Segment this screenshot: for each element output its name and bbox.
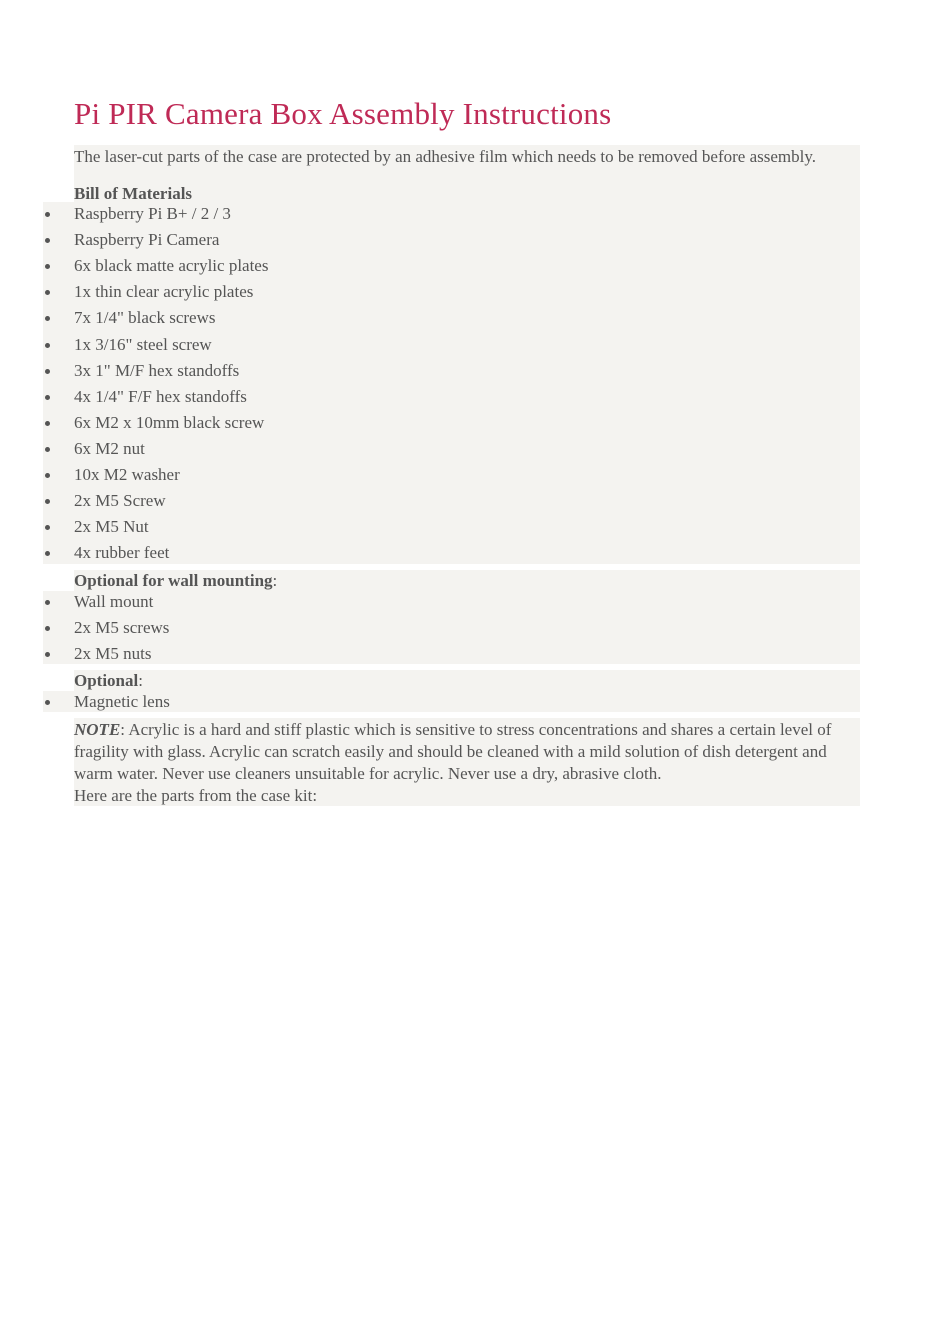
bullet-icon bbox=[45, 395, 50, 400]
bom-list-item: Raspberry Pi B+ / 2 / 3 bbox=[74, 204, 231, 223]
bullet-icon bbox=[45, 369, 50, 374]
bullet-icon bbox=[45, 600, 50, 605]
bom-list-item: 10x M2 washer bbox=[74, 465, 180, 484]
bom-list-item: 6x M2 nut bbox=[74, 438, 145, 458]
wall-list-item: 2x M5 nuts bbox=[74, 644, 152, 664]
bom-list-item: 4x rubber feet bbox=[74, 543, 170, 563]
optional-heading bbox=[74, 670, 143, 692]
optional-list-item: Magnetic lens bbox=[74, 692, 170, 711]
wall-list-item: Wall mount bbox=[74, 592, 154, 611]
note-label: NOTE bbox=[74, 720, 121, 739]
bom-list-item: 3x 1" M/F hex standoffs bbox=[74, 360, 240, 380]
bullet-icon bbox=[45, 212, 50, 217]
note-paragraph bbox=[74, 719, 854, 807]
wall-heading bbox=[74, 570, 277, 592]
optional-band bbox=[74, 670, 860, 712]
bom-list-item: 6x M2 x 10mm black screw bbox=[74, 412, 265, 432]
wall-heading-colon: : bbox=[272, 571, 278, 590]
bom-list-item: 1x 3/16" steel screw bbox=[74, 334, 212, 354]
bom-heading bbox=[74, 183, 192, 205]
bullet-icon bbox=[45, 421, 50, 426]
bom-list-item: 2x M5 Nut bbox=[74, 517, 149, 537]
bullet-icon bbox=[45, 343, 50, 348]
bullet-icon bbox=[45, 447, 50, 452]
page-title: Pi PIR Camera Box Assembly Instructions bbox=[74, 96, 612, 131]
bullet-icon bbox=[45, 473, 50, 478]
optional-heading-label: Optional bbox=[74, 671, 139, 690]
wall-list-item: 2x M5 screws bbox=[74, 618, 170, 638]
bullet-icon bbox=[45, 700, 50, 705]
optional-heading-colon: : bbox=[138, 671, 143, 690]
note-text: : Acrylic is a hard and stiff plastic which is sensitive to stress concentrations and shares a certain level of fragility with glass. Acrylic can scratch easily and should be cleaned with a mild solution of dish detergent and warm water. Never use cleaners unsuitable for acrylic. Never use a dry, abrasive cloth. bbox=[74, 720, 832, 783]
wall-heading-label: Optional for wall mounting bbox=[74, 571, 273, 590]
bom-heading-label: Bill of Materials bbox=[74, 184, 193, 203]
bom-list-item: 1x thin clear acrylic plates bbox=[74, 282, 254, 302]
bom-list-item: 2x M5 Screw bbox=[74, 491, 166, 511]
bom-bullet-column bbox=[43, 202, 74, 564]
bom-list-item: Raspberry Pi Camera bbox=[74, 230, 220, 250]
bom-list-item: 6x black matte acrylic plates bbox=[74, 256, 269, 276]
intro-text: The laser-cut parts of the case are protected by an adhesive film which needs to be removed before assembly. bbox=[74, 147, 817, 166]
parts-line: Here are the parts from the case kit: bbox=[74, 786, 318, 805]
bom-list-item: 4x 1/4" F/F hex standoffs bbox=[74, 386, 247, 406]
bom-list-item: 7x 1/4" black screws bbox=[74, 308, 216, 328]
